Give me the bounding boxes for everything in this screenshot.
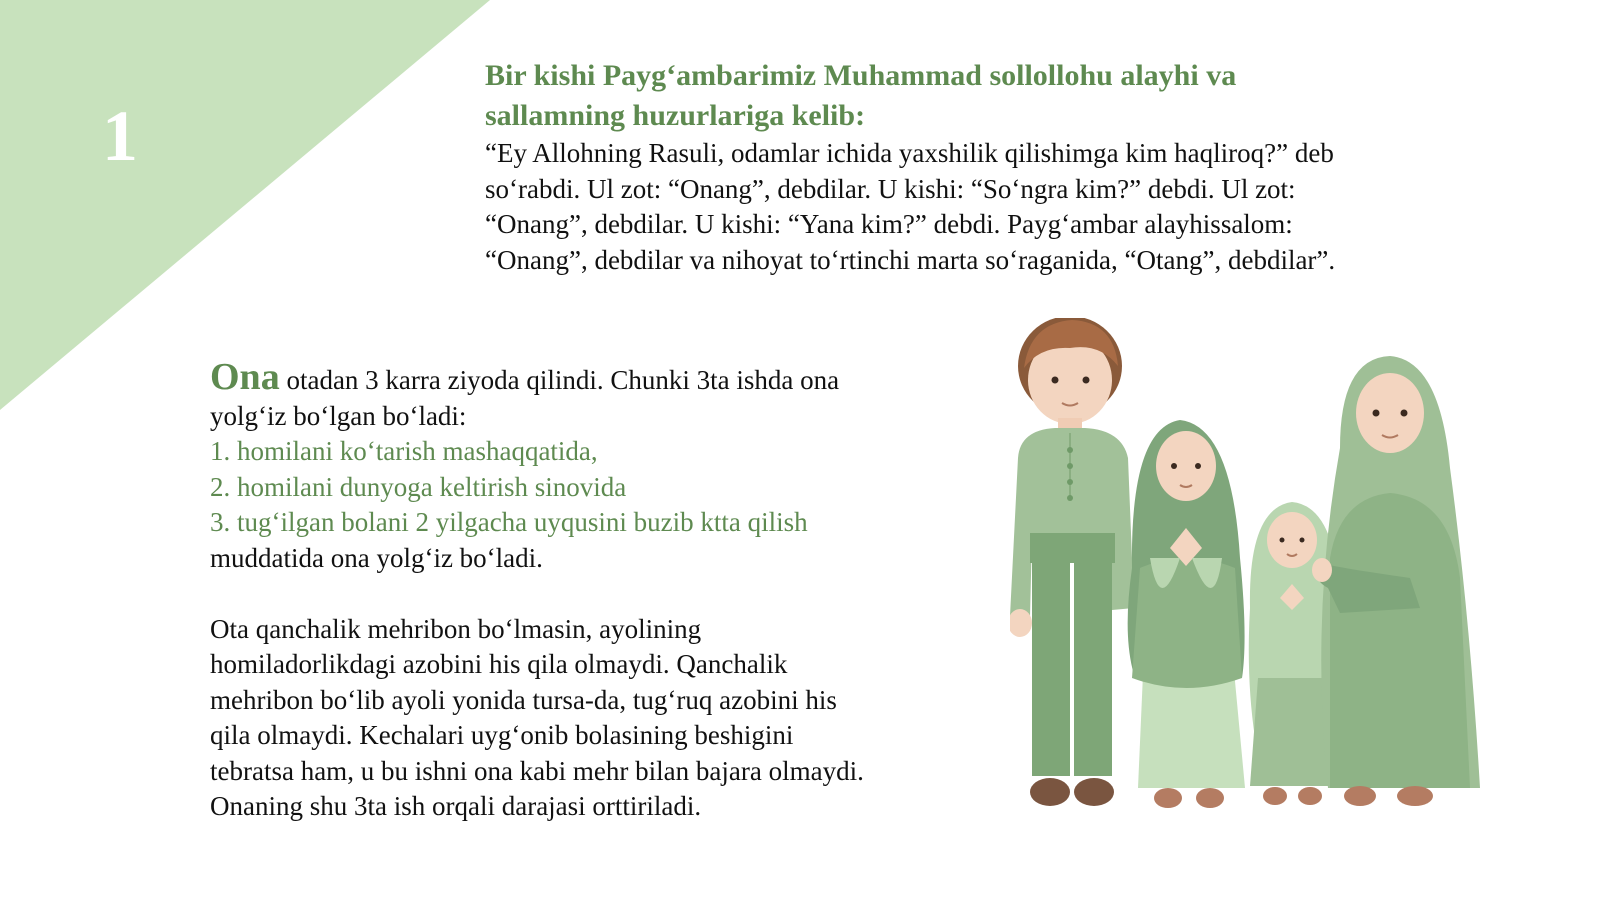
paragraph-line: Onaning shu 3ta ish orqali darajasi orttiriladi. [210,791,702,821]
hadith-quote: “Ey Allohning Rasuli, odamlar ichida yaxshilik qilishimga kim haqliroq?” deb so‘rabdi. Ul zot: “Onang”, debdilar. U kishi: “So‘ngra kim?” debdi. Ul zot: “Onang”, debdilar. U kishi: “Yana kim?” debdi. Payg‘ambar alayhissalom: “Onang”, debdilar va nihoyat to‘rtinchi marta so‘raganida, “Otang”, debdilar”. [485,138,1336,275]
paragraph-line: homiladorlikdagi azobini his qila olmaydi. Qanchalik [210,649,788,679]
paragraph-line: mehribon bo‘lib ayoli yonida tursa-da, tug‘ruq azobini his [210,684,837,715]
mother-figure [1312,356,1480,806]
intro-line-2: yolg‘iz bo‘lgan bo‘ladi: [210,400,467,431]
corner-triangle-decoration [0,0,490,410]
daughter-figure [1128,420,1245,808]
list-item: 1. homilani ko‘tarish mashaqqatida, [210,436,598,466]
mother-text-block [210,356,960,825]
ona-word: Ona [210,356,280,398]
paragraph-line: qila olmaydi. Kechalari uyg‘onib bolasining beshigini [210,720,794,750]
paragraph-line: tebratsa ham, u bu ishni ona kabi mehr bilan bajara olmaydi. [210,755,864,786]
list-item: 3. tug‘ilgan bolani 2 yilgacha uyqusini buzib ktta qilish [210,507,808,537]
hadith-block [485,56,1345,278]
father-figure [1010,318,1134,806]
hadith-heading: Bir kishi Payg‘ambarimiz Muhammad sollollohu alayhi va sallamning huzurlariga kelib: [485,59,1237,132]
intro-line-1 [210,356,960,399]
paragraph-line: Ota qanchalik mehribon bo‘lmasin, ayolining [210,613,702,644]
closing-line: muddatida ona yolg‘iz bo‘ladi. [210,542,543,573]
intro-rest: otadan 3 karra ziyoda qilindi. Chunki 3ta ishda ona [279,365,840,395]
slide-number: 1 [102,96,138,176]
list-item: 2. homilani dunyoga keltirish sinovida [210,471,627,502]
family-illustration [1010,318,1520,833]
